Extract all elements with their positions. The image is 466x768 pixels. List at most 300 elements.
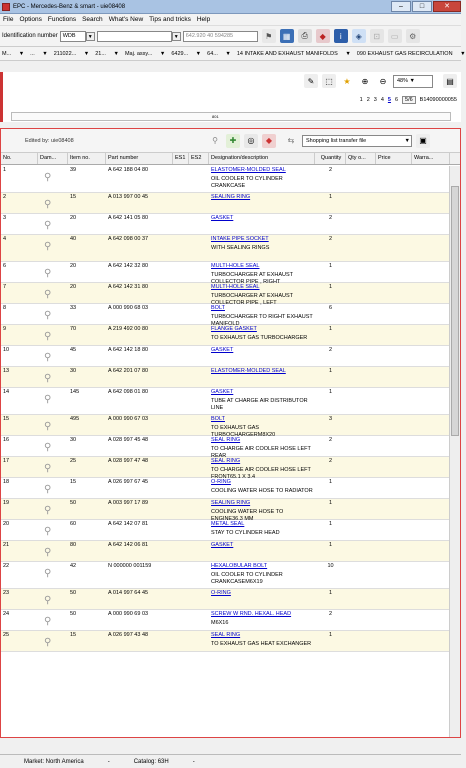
table-row[interactable]: [1, 457, 450, 478]
cell-designation: [209, 193, 315, 213]
cell-es2: [189, 478, 209, 498]
wdb-value: WDB: [62, 32, 76, 39]
cell-qty-ordered[interactable]: [346, 631, 376, 651]
part-lookup-icon[interactable]: ⚲: [44, 331, 52, 342]
table-row[interactable]: [1, 589, 450, 610]
zoom-select[interactable]: 48% ▼: [393, 75, 433, 88]
page-4[interactable]: 4: [380, 97, 384, 103]
star-icon[interactable]: ★: [343, 76, 351, 86]
table-row[interactable]: [1, 631, 450, 652]
cell-es1: [173, 283, 189, 303]
cell-price: [376, 499, 412, 519]
cell-es1: [173, 631, 189, 651]
col-part-number[interactable]: Part number: [106, 153, 173, 164]
clear-icon[interactable]: ◆: [262, 134, 276, 148]
cell-designation: [209, 166, 315, 192]
col-damage[interactable]: Dam...: [38, 153, 68, 164]
print-icon[interactable]: ⎙: [298, 29, 312, 43]
info-icon[interactable]: i: [334, 29, 348, 43]
cell-price: [376, 457, 412, 477]
part-lookup-icon[interactable]: ⚲: [44, 484, 52, 495]
part-lookup-icon[interactable]: ⚲: [44, 289, 52, 300]
cell-warranty: [412, 436, 450, 456]
vin-input[interactable]: [97, 31, 172, 42]
cell-item: 50: [70, 590, 77, 596]
part-description: TURBOCHARGER AT EXHAUST COLLECTOR PIPE , LEFT: [211, 293, 293, 306]
part-description: WITH SEALING RINGS: [211, 245, 270, 251]
part-lookup-icon[interactable]: ⚲: [44, 505, 52, 516]
cell-quantity: 1: [328, 632, 333, 638]
part-lookup-icon[interactable]: ⚲: [44, 394, 52, 405]
part-lookup-icon[interactable]: ⚲: [44, 220, 52, 231]
cell-designation: [209, 214, 315, 234]
cell-es2: [189, 457, 209, 477]
cell-item: 15: [70, 632, 77, 638]
cell-qty-ordered[interactable]: [346, 436, 376, 456]
cell-es1: [173, 325, 189, 345]
cell-price: [376, 478, 412, 498]
filter-icon[interactable]: ⚑: [262, 29, 276, 43]
cell-price: [376, 325, 412, 345]
cell-quantity: 3: [328, 416, 333, 422]
table-row[interactable]: [1, 520, 450, 541]
cell-qty-ordered[interactable]: [346, 367, 376, 387]
cell-part-number: A 642 098 00 37: [108, 236, 149, 242]
cell-no: 18: [3, 479, 10, 485]
cell-no: 20: [3, 521, 10, 527]
part-name-link[interactable]: ELASTOMER-MOLDED SEAL: [211, 368, 286, 374]
cell-es2: [189, 304, 209, 324]
title-bar: [0, 0, 461, 14]
part-name-link[interactable]: HEXALOBULAR BOLT: [211, 563, 268, 569]
cell-item: 30: [70, 368, 77, 374]
cell-es2: [189, 166, 209, 192]
cell-price: [376, 388, 412, 414]
cell-warranty: [412, 520, 450, 540]
page-5-current[interactable]: 5: [387, 97, 391, 103]
cell-qty-ordered[interactable]: [346, 346, 376, 366]
part-name-link[interactable]: SEAL RING: [211, 437, 241, 443]
identification-bar: [0, 26, 461, 46]
cell-damage: [38, 235, 68, 261]
cell-no: 15: [3, 416, 10, 422]
menu-tips[interactable]: Tips and tricks: [149, 16, 191, 23]
cell-no: 19: [3, 500, 10, 506]
close-button[interactable]: ✕: [433, 1, 461, 12]
settings-icon[interactable]: ⚙: [406, 29, 420, 43]
cell-warranty: [412, 610, 450, 630]
fit-page-icon[interactable]: ▤: [443, 74, 457, 88]
cell-no: 10: [3, 347, 10, 353]
cell-quantity: 1: [328, 368, 333, 374]
cell-es2: [189, 346, 209, 366]
cell-qty-ordered[interactable]: [346, 235, 376, 261]
cell-es2: [189, 541, 209, 561]
cell-es1: [173, 436, 189, 456]
part-lookup-icon[interactable]: ⚲: [44, 241, 52, 252]
cell-warranty: [412, 457, 450, 477]
table-row[interactable]: [1, 235, 450, 262]
part-name-link[interactable]: MULTI-HOLE SEAL: [211, 263, 260, 269]
edited-by-label: Edited by: uie08408: [25, 137, 74, 144]
app-icon: [2, 3, 10, 11]
part-lookup-icon[interactable]: ⚲: [44, 595, 52, 606]
part-lookup-icon[interactable]: ⚲: [44, 547, 52, 558]
cell-part-number: A 642 142 06 81: [108, 542, 149, 548]
part-lookup-icon[interactable]: ⚲: [44, 616, 52, 627]
nav-item-egr[interactable]: 090 EXHAUST GAS RECIRCULATION ▼: [356, 50, 466, 57]
nav-item-type[interactable]: ... ▼: [30, 50, 48, 57]
part-lookup-icon[interactable]: ⚲: [44, 442, 52, 453]
nav-item-major-assy[interactable]: Maj. assy... ▼: [124, 50, 166, 57]
nav-item-variant-label: 21...: [95, 50, 106, 57]
cell-es1: [173, 235, 189, 261]
part-description: TUBE AT CHARGE AIR DISTRIBUTOR LINE: [211, 398, 308, 411]
col-price[interactable]: Price: [376, 153, 412, 164]
cell-no: 23: [3, 590, 10, 596]
col-designation[interactable]: Designation/description: [209, 153, 315, 164]
part-name-link[interactable]: GASKET: [211, 389, 234, 395]
status-separator-2: -: [192, 758, 195, 765]
table-row[interactable]: [1, 262, 450, 283]
cell-qty-ordered[interactable]: [346, 166, 376, 192]
table-row[interactable]: [1, 214, 450, 235]
cell-part-number: A 026 997 43 48: [108, 632, 149, 638]
table-row[interactable]: [1, 388, 450, 415]
cell-item: 42: [70, 563, 77, 569]
part-name-link[interactable]: SCREW W RND. HEXAL. HEAD: [211, 611, 292, 617]
cell-qty-ordered[interactable]: [346, 562, 376, 588]
part-lookup-icon[interactable]: ⚲: [44, 463, 52, 474]
cell-item: 15: [70, 194, 77, 200]
part-name-link[interactable]: BOLT: [211, 305, 225, 311]
cell-quantity: 2: [328, 236, 333, 242]
cell-damage: [38, 478, 68, 498]
cell-es1: [173, 499, 189, 519]
cell-es2: [189, 325, 209, 345]
illustration-slider[interactable]: [11, 112, 451, 121]
cell-no: 8: [3, 305, 7, 311]
cell-no: 21: [3, 542, 10, 548]
part-name-link[interactable]: SEAL RING: [211, 632, 241, 638]
cell-designation: [209, 562, 315, 588]
zoom-out-icon[interactable]: ⊖: [379, 76, 387, 86]
cell-quantity: 1: [328, 500, 333, 506]
cell-es1: [173, 193, 189, 213]
part-name-link[interactable]: FLANGE GASKET: [211, 326, 257, 332]
page-2[interactable]: 2: [366, 97, 370, 103]
cell-part-number: A 642 201 07 80: [108, 368, 149, 374]
cell-item: 45: [70, 347, 77, 353]
nav-item-group[interactable]: 64... ▼: [207, 50, 231, 57]
nav-item-subgroup[interactable]: 14 INTAKE AND EXHAUST MANIFOLDS ▼: [236, 50, 351, 57]
chevron-down-icon: ▼: [404, 137, 410, 144]
cell-quantity: 2: [328, 611, 333, 617]
part-name-link[interactable]: GASKET: [211, 215, 234, 221]
datacard-icon[interactable]: ▦: [280, 29, 294, 43]
menu-options[interactable]: Options: [19, 16, 42, 23]
col-qty-ordered[interactable]: Qty o...: [346, 153, 376, 164]
breadcrumb: [0, 46, 466, 61]
wdb-select[interactable]: [60, 31, 86, 42]
menu-file[interactable]: File: [3, 16, 14, 23]
cell-es1: [173, 367, 189, 387]
cell-price: [376, 166, 412, 192]
cell-warranty: [412, 499, 450, 519]
cell-warranty: [412, 193, 450, 213]
cell-no: 3: [3, 215, 7, 221]
part-lookup-icon[interactable]: ⚲: [44, 199, 52, 210]
part-lookup-icon[interactable]: ⚲: [44, 421, 52, 432]
cell-part-number: A 642 142 31 80: [108, 284, 149, 290]
table-row[interactable]: [1, 193, 450, 214]
table-row[interactable]: [1, 562, 450, 589]
vin-dropdown-icon[interactable]: ▼: [172, 32, 181, 41]
cell-qty-ordered[interactable]: [346, 283, 376, 303]
cell-qty-ordered[interactable]: [346, 499, 376, 519]
select-icon[interactable]: ⬚: [322, 74, 336, 88]
cell-es1: [173, 214, 189, 234]
page-count-box: 5/6: [402, 96, 416, 104]
cell-es2: [189, 562, 209, 588]
cell-es2: [189, 589, 209, 609]
cell-price: [376, 193, 412, 213]
cell-quantity: 1: [328, 542, 333, 548]
cell-item: 145: [70, 389, 80, 395]
part-lookup-icon[interactable]: ⚲: [44, 526, 52, 537]
cell-item: 495: [70, 416, 80, 422]
cell-es1: [173, 520, 189, 540]
part-lookup-icon[interactable]: ⚲: [44, 172, 52, 183]
col-es1[interactable]: ES1: [173, 153, 189, 164]
cell-item: 50: [70, 500, 77, 506]
cart-icon[interactable]: ⊡: [370, 29, 384, 43]
col-no[interactable]: No.: [1, 153, 38, 164]
cell-qty-ordered[interactable]: [346, 589, 376, 609]
cell-qty-ordered[interactable]: [346, 304, 376, 324]
cell-qty-ordered[interactable]: [346, 388, 376, 414]
cell-price: [376, 436, 412, 456]
illustration-code: B14090000055: [419, 97, 457, 103]
identification-label: Identification number: [2, 33, 58, 39]
cell-es1: [173, 166, 189, 192]
part-description: TO EXHAUST GAS TURBOCHARGERM8X20: [211, 425, 276, 438]
cell-qty-ordered[interactable]: [346, 262, 376, 282]
transfer-icon[interactable]: ⇆: [287, 136, 295, 145]
table-row[interactable]: [1, 367, 450, 388]
col-quantity[interactable]: Quantity: [315, 153, 346, 164]
cell-es1: [173, 457, 189, 477]
minimize-button[interactable]: –: [391, 1, 411, 12]
nav-item-engine[interactable]: 6429... ▼: [171, 50, 202, 57]
page-1[interactable]: 1: [359, 97, 363, 103]
export-icon[interactable]: ▭: [388, 29, 402, 43]
wdb-dropdown-icon[interactable]: ▼: [86, 32, 95, 41]
part-name-link[interactable]: SEALING RING: [211, 194, 251, 200]
part-lookup-icon[interactable]: ⚲: [44, 373, 52, 384]
zoom-in-icon[interactable]: ⊕: [361, 76, 369, 86]
table-row[interactable]: [1, 610, 450, 631]
cell-damage: [38, 193, 68, 213]
eraser-icon[interactable]: ◆: [316, 29, 330, 43]
cell-es2: [189, 436, 209, 456]
cell-qty-ordered[interactable]: [346, 478, 376, 498]
cell-damage: [38, 166, 68, 192]
table-row[interactable]: [1, 166, 450, 193]
cell-qty-ordered[interactable]: [346, 610, 376, 630]
cell-es2: [189, 367, 209, 387]
shopping-list-value: Shopping list transfer file: [306, 137, 367, 144]
vertical-scrollbar[interactable]: [449, 166, 460, 737]
cell-warranty: [412, 631, 450, 651]
cell-quantity: 6: [328, 305, 333, 311]
cell-designation: [209, 367, 315, 387]
cell-damage: [38, 541, 68, 561]
cell-damage: [38, 520, 68, 540]
part-name-link[interactable]: GASKET: [211, 542, 234, 548]
add-to-list-icon[interactable]: ✚: [226, 134, 240, 148]
menu-functions[interactable]: Functions: [47, 16, 77, 23]
cell-price: [376, 631, 412, 651]
cell-price: [376, 346, 412, 366]
cell-es2: [189, 262, 209, 282]
cell-qty-ordered[interactable]: [346, 415, 376, 435]
cell-price: [376, 610, 412, 630]
cell-qty-ordered[interactable]: [346, 541, 376, 561]
cell-part-number: A 642 142 07 81: [108, 521, 149, 527]
part-name-link[interactable]: BOLT: [211, 416, 225, 422]
part-name-link[interactable]: O-RING: [211, 479, 231, 485]
cell-no: 6: [3, 263, 7, 269]
cell-designation: [209, 631, 315, 651]
nav-item-catalog[interactable]: 211022... ▼: [53, 50, 90, 57]
menu-search[interactable]: Search: [82, 16, 103, 23]
cell-quantity: 2: [328, 347, 333, 353]
part-name-link[interactable]: GASKET: [211, 347, 234, 353]
cell-quantity: 1: [328, 284, 333, 290]
table-row[interactable]: [1, 499, 450, 520]
cell-part-number: A 028 997 45 48: [108, 437, 149, 443]
part-lookup-icon[interactable]: ⚲: [44, 637, 52, 648]
cell-price: [376, 304, 412, 324]
cell-qty-ordered[interactable]: [346, 457, 376, 477]
part-name-link[interactable]: INTAKE PIPE SOCKET: [211, 236, 269, 242]
window-title: EPC - Mercedes-Benz & smart - uie08408: [13, 3, 126, 10]
part-name-link[interactable]: O-RING: [211, 590, 231, 596]
cell-damage: [38, 436, 68, 456]
cell-qty-ordered[interactable]: [346, 193, 376, 213]
col-item[interactable]: Item no.: [68, 153, 106, 164]
cell-item: 20: [70, 284, 77, 290]
cell-part-number: A 642 142 18 80: [108, 347, 149, 353]
part-lookup-icon[interactable]: ⚲: [44, 310, 52, 321]
cell-designation: [209, 235, 315, 261]
cell-part-number: N 000000 001159: [108, 563, 152, 569]
page-3[interactable]: 3: [373, 97, 377, 103]
scrollbar-thumb[interactable]: [451, 186, 459, 436]
search-parts-icon[interactable]: ⚲: [212, 136, 218, 145]
part-lookup-icon[interactable]: ⚲: [44, 568, 52, 579]
cell-qty-ordered[interactable]: [346, 325, 376, 345]
preview-icon[interactable]: ◎: [244, 134, 258, 148]
table-row[interactable]: [1, 346, 450, 367]
page-6[interactable]: 6: [394, 97, 399, 103]
maximize-button[interactable]: □: [412, 1, 432, 12]
nav-item-catalog-label: 211022...: [53, 50, 77, 57]
table-row[interactable]: [1, 304, 450, 325]
book-icon[interactable]: ◈: [352, 29, 366, 43]
part-lookup-icon[interactable]: ⚲: [44, 268, 52, 279]
cell-warranty: [412, 166, 450, 192]
cell-item: 70: [70, 326, 77, 332]
engine-number-field[interactable]: 642.920 40 594285: [183, 31, 258, 42]
table-row[interactable]: [1, 478, 450, 499]
table-row[interactable]: [1, 415, 450, 436]
illustration-pane: [0, 72, 461, 122]
edit-icon[interactable]: ✎: [304, 74, 318, 88]
part-lookup-icon[interactable]: ⚲: [44, 352, 52, 363]
nav-item-model-label: M...: [2, 50, 12, 57]
illustration-toolbar: [300, 74, 457, 88]
nav-item-egr-label: 090 EXHAUST GAS RECIRCULATION: [356, 50, 453, 57]
cell-damage: [38, 562, 68, 588]
part-name-link[interactable]: MULTI-HOLE SEAL: [211, 284, 260, 290]
cell-item: 80: [70, 542, 77, 548]
send-list-icon[interactable]: ▣: [416, 134, 430, 148]
nav-item-model[interactable]: M... ▼: [2, 50, 25, 57]
part-name-link[interactable]: METAL SEAL: [211, 521, 245, 527]
table-row[interactable]: [1, 283, 450, 304]
cell-part-number: A 003 997 17 89: [108, 500, 149, 506]
cell-damage: [38, 610, 68, 630]
cell-es1: [173, 610, 189, 630]
table-row[interactable]: [1, 325, 450, 346]
table-row[interactable]: [1, 436, 450, 457]
cell-qty-ordered[interactable]: [346, 520, 376, 540]
cell-quantity: 1: [328, 479, 333, 485]
cell-no: 22: [3, 563, 10, 569]
cell-damage: [38, 499, 68, 519]
cell-part-number: A 642 098 01 80: [108, 389, 149, 395]
cell-designation: [209, 283, 315, 306]
nav-item-variant[interactable]: 21... ▼: [95, 50, 119, 57]
menu-help[interactable]: Help: [196, 16, 211, 23]
cell-quantity: 1: [328, 389, 333, 395]
cell-es2: [189, 388, 209, 414]
cell-no: 1: [3, 167, 7, 173]
part-name-link[interactable]: SEALING RING: [211, 500, 251, 506]
cell-quantity: 1: [328, 590, 333, 596]
cell-designation: [209, 499, 315, 522]
part-description: STAY TO CYLINDER HEAD: [211, 530, 280, 536]
menu-whats-new[interactable]: What's New: [108, 16, 144, 23]
cell-part-number: A 014 997 64 45: [108, 590, 149, 596]
table-row[interactable]: [1, 541, 450, 562]
cell-quantity: 1: [328, 194, 333, 200]
col-warranty[interactable]: Warra...: [412, 153, 450, 164]
col-es2[interactable]: ES2: [189, 153, 209, 164]
shopping-list-select[interactable]: [302, 135, 412, 147]
menu-bar: [0, 14, 461, 26]
cell-warranty: [412, 262, 450, 282]
cell-qty-ordered[interactable]: [346, 214, 376, 234]
part-name-link[interactable]: ELASTOMER-MOLDED SEAL: [211, 167, 286, 173]
cell-warranty: [412, 346, 450, 366]
cell-price: [376, 283, 412, 303]
part-description: TO EXHAUST GAS HEAT EXCHANGER: [211, 641, 312, 647]
part-name-link[interactable]: SEAL RING: [211, 458, 241, 464]
zoom-value: 48%: [397, 77, 409, 84]
